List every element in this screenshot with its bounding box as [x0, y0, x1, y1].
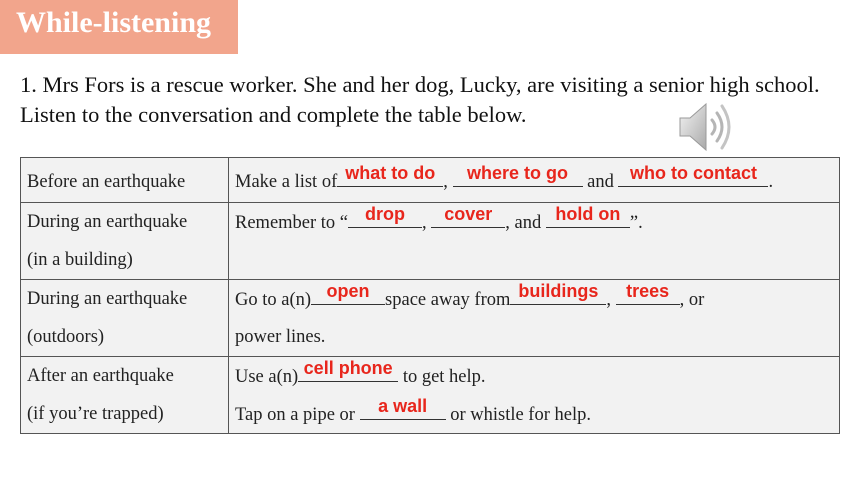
answer-blank[interactable] — [510, 280, 606, 305]
table-row — [21, 357, 840, 434]
answer-text: hold on — [555, 204, 621, 224]
answer-blank[interactable] — [616, 280, 680, 305]
content-cell — [229, 357, 840, 434]
text-fragment: Make a list of — [235, 172, 338, 192]
answer-blank[interactable] — [337, 162, 443, 187]
answer-text: open — [326, 281, 370, 301]
content-cell — [229, 158, 840, 203]
text-fragment: Use a(n) — [235, 367, 299, 387]
content-line — [235, 158, 839, 202]
stage-cell — [21, 357, 229, 434]
stage-cell — [21, 203, 229, 280]
text-fragment: , and — [505, 213, 542, 233]
stage-label: Before an earthquake — [27, 172, 186, 192]
table-row — [21, 158, 840, 203]
content-cell — [229, 203, 840, 280]
stage-label: After an earthquake — [27, 366, 174, 386]
content-line-empty — [235, 241, 839, 279]
answer-text: drop — [365, 204, 406, 224]
stage-sublabel: (if you’re trapped) — [27, 404, 164, 424]
content-line — [235, 357, 839, 395]
text-fragment: space away from — [385, 290, 511, 310]
text-fragment: , or — [679, 290, 705, 310]
answer-blank[interactable] — [311, 280, 385, 305]
stage-label: During an earthquake — [27, 289, 188, 309]
instructions-text: 1. Mrs Fors is a rescue worker. She and her dog, Lucky, are visiting a senior high school. Listen to the conversation and complete the table below. — [20, 72, 820, 127]
answer-blank[interactable] — [298, 357, 398, 382]
answer-blank[interactable] — [360, 395, 446, 420]
text-fragment: and — [587, 172, 614, 192]
content-line — [235, 203, 839, 241]
answer-blank[interactable] — [348, 203, 422, 228]
text-fragment: Tap on a pipe or — [235, 405, 355, 425]
text-fragment: , — [443, 172, 448, 192]
stage-sublabel: (in a building) — [27, 250, 133, 270]
stage-sublabel: (outdoors) — [27, 327, 105, 347]
answer-text: cell phone — [303, 358, 393, 378]
answer-text: trees — [626, 281, 670, 301]
text-fragment: to get help. — [402, 367, 486, 387]
text-fragment: Go to a(n) — [235, 290, 312, 310]
section-title: While-listening — [16, 6, 212, 39]
answer-text: buildings — [518, 281, 599, 301]
table-row — [21, 203, 840, 280]
answer-blank[interactable] — [431, 203, 505, 228]
speaker-icon[interactable] — [676, 98, 738, 156]
content-line — [235, 395, 839, 433]
content-cell — [229, 280, 840, 357]
answer-text: a wall — [378, 396, 428, 416]
text-fragment: . — [768, 172, 774, 192]
stage-cell — [21, 280, 229, 357]
content-line — [235, 280, 839, 318]
answer-text: who to contact — [629, 163, 757, 183]
answer-text: where to go — [466, 163, 568, 183]
text-fragment: , — [422, 213, 427, 233]
text-fragment: Remember to “ — [235, 213, 349, 233]
text-fragment: ”. — [629, 213, 643, 233]
text-fragment: , — [606, 290, 611, 310]
answer-blank[interactable] — [453, 162, 583, 187]
section-header — [0, 0, 238, 54]
answer-blank[interactable] — [546, 203, 630, 228]
table-row — [21, 280, 840, 357]
stage-cell — [21, 158, 229, 203]
earthquake-table — [20, 157, 840, 434]
stage-label: During an earthquake — [27, 212, 188, 232]
content-line: power lines. — [235, 327, 326, 347]
answer-blank[interactable] — [618, 162, 768, 187]
answer-text: what to do — [345, 163, 436, 183]
answer-text: cover — [444, 204, 493, 224]
text-fragment: or whistle for help. — [450, 405, 591, 425]
